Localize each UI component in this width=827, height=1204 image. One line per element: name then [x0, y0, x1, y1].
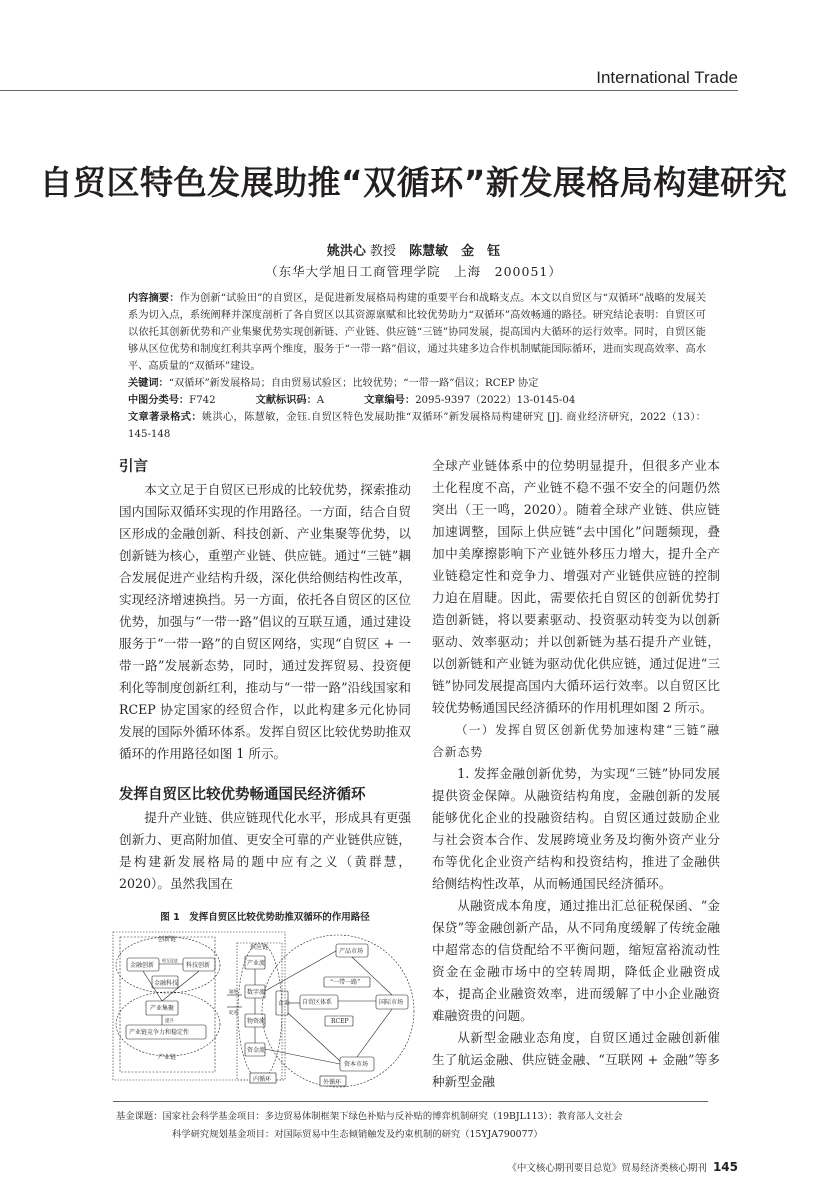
label-promote: 提升	[165, 1019, 174, 1024]
node-flow: 资金流	[247, 1047, 266, 1054]
paragraph: 1. 发挥金融创新优势，为实现“三链”协同发展提供资金保障。从融资结构角度，金融创新的发展能够优化企业的投融资结构。自贸区通过鼓励企业与社会资本合作、发展跨境业务及均衡外资产业分布等优化企业资产结构和投资结构，推进了金融供给侧结构性改革，从而畅通国民经济循环。	[432, 766, 720, 891]
label-radiate: 辐射	[229, 990, 238, 995]
paragraph: 从新型金融业态角度，自贸区通过金融创新催生了航运金融、供应链金融、“互联网 + 金融”等多种新型金融	[432, 1030, 720, 1089]
label-innovation-chain: 创新链	[158, 936, 177, 943]
paragraph: 本文立足于自贸区已形成的比较优势，探索推动国内国际双循环实现的作用路径。一方面，结合自贸区形成的金融创新、科技创新、产业集聚等优势，以创新链为核心，重塑产业链、供应链。通过“三链”耦合发展促进产业结构升级，深化供给侧结构性改革，实现经济增速换挡。另一方面，依托各自贸区的区位优势，加强与“一带一路”倡议的互联互通，通过建设服务于“一带一路”的自贸区网络，实现“自贸区 + 一带一路”发展新态势，同时，通过发挥贸易、投资便利化等制度创新红利，推动与“一带一路”沿线国家和 RCEP 协定国家的经贸合作，以此构建多元化协同发展的国际外循环体系。发挥自贸区比较优势助推双循环的作用路径如图 1 所示。	[119, 482, 411, 761]
label-inner-circulation: 内循环	[253, 1076, 272, 1083]
page-footer	[0, 1160, 738, 1174]
label-drive: 促进	[229, 1011, 238, 1016]
node-intl-market: 国际市场	[379, 999, 404, 1006]
paragraph: 从融资成本角度，通过推出汇总征税保函、“金保贷”等金融创新产品，从不同角度缓解了传统金融中超常态的信贷配给不平衡问题，缩短富裕流动性资金在金融市场中的空转周期，降低企业融资成本，提高企业融资效率，进而缓解了中小企业融资难融资贵的问题。	[432, 898, 720, 1023]
article-title: 自贸区特色发展助推“双循环”新发展格局构建研究	[39, 163, 788, 202]
page-body	[0, 290, 827, 1204]
section-heading: 发挥自贸区比较优势畅通国民经济循环	[119, 787, 366, 803]
journal-note: 《中文核心期刊要目总览》贸易经济类核心期刊	[507, 1163, 707, 1174]
funding-text: 国家社会科学基金项目：多边贸易体制框架下绿色补贴与反补贴的博弈机制研究（19BJL113）；教育部人文社会	[162, 1111, 623, 1122]
keywords-label: 关键词：	[128, 378, 169, 389]
running-header	[0, 60, 738, 91]
authors	[0, 240, 827, 259]
paragraph: 全球产业链体系中的位势明显提升，但很多产业本土化程度不高，产业链不稳不强不安全的问题仍然突出（王一鸣，2020）。随着全球产业链、供应链加速调整，国际上供应链“去中国化”问题频现，叠加中美摩擦影响下产业链外移压力增大，提升全产业链稳定性和竞争力、增强对产业链供应链的控制力迫在眉睫。因此，需要依托自贸区的创新优势打造创新链，将以要素驱动、投资驱动转变为以创新驱动、效率驱动；并以创新链为基石提升产业链，以创新链和产业链为驱动优化供应链，通过促进“三链”协同发展提高国内大循环运行效率。以自贸区比较优势畅通国民经济循环的作用机理如图 2 所示。	[432, 458, 720, 715]
citation: 姚洪心，陈慧敏，金钰.自贸区特色发展助推“双循环”新发展格局构建研究 [J]. 商业经济研究，2022（13）：145-148	[128, 412, 706, 440]
node-industrial-cluster: 产业集聚	[150, 1005, 175, 1012]
abstract-text: 作为创新“试验田”的自贸区，是促进新发展格局构建的重要平台和战略支点。本文以自贸区与“双循环”战略的发展关系为切入点，系统阐释并深度剖析了各自贸区以其资源禀赋和比较优势助力“双循环”高效畅通的路径。研究结论表明：自贸区可以依托其创新优势和产业集聚优势实现创新链、产业链、供应链“三链”协同发展，提高国内大循环的运行效率。同时，自贸区能够从区位优势和制度红利共享两个维度，服务于“一带一路”倡议，通过共建多边合作机制赋能国际循环，进而实现高效率、高水平、高质量的“双循环”建设。	[128, 293, 707, 372]
node-flow: 产业流	[247, 960, 266, 967]
label-mutual: 相互促进	[162, 958, 178, 963]
body-columns	[119, 455, 720, 1093]
author-title: 教授	[370, 244, 397, 259]
clc: F742	[189, 395, 216, 406]
paragraph: 提升产业链、供应链现代化水平，形成具有更强创新力、更高附加值、更安全可靠的产业链供应链，是构建新发展格局的题中应有之义（黄群慧，2020）。虽然我国在	[119, 810, 411, 891]
label-industry-chain: 产业链	[158, 1054, 177, 1061]
node-enterprise: 企业	[278, 1000, 291, 1007]
node-ftz-system: 自贸区体系	[302, 999, 333, 1006]
node-fintech: 金融科技	[154, 980, 179, 987]
author: 金 钰	[461, 244, 501, 259]
label-outer-circulation: 外循环	[323, 1079, 342, 1086]
right-column	[432, 455, 720, 1093]
clc-label: 中图分类号：	[128, 395, 190, 406]
figure-1-diagram	[110, 929, 415, 1089]
funding-label: 基金课题：	[116, 1111, 163, 1122]
node-bri: “一带一路”	[330, 979, 361, 986]
citation-label: 文章著录格式：	[128, 412, 202, 423]
left-column	[119, 455, 411, 1089]
label-supply-chain: 供应链	[250, 944, 269, 951]
page-number: 145	[712, 1160, 738, 1174]
node-finance-innovation: 金融创新	[130, 962, 155, 969]
node-rcep: RCEP	[331, 1018, 349, 1025]
node-flow: 物资流	[247, 1018, 266, 1025]
node-competitiveness: 产业链竞争力和稳定性	[129, 1029, 190, 1036]
author: 姚洪心	[326, 244, 366, 259]
abstract-label: 内容摘要：	[128, 293, 180, 304]
article-id-label: 文章编号：	[364, 395, 416, 406]
doc-code-label: 文献标识码：	[255, 395, 317, 406]
doc-code: A	[316, 395, 325, 406]
figure-caption: 图 1 发挥自贸区比较优势助推双循环的作用路径	[160, 912, 370, 923]
affiliation: （东华大学旭日工商管理学院 上海 200051）	[265, 264, 562, 279]
article-id: 2095-9397（2022）13-0145-04	[415, 395, 576, 406]
section-heading: 引言	[119, 459, 148, 475]
node-product-market: 产品市场	[339, 948, 364, 955]
node-tech-innovation: 科技创新	[186, 962, 211, 969]
funding-text: 科学研究规划基金项目：对国际贸易中生态倾销触发及约束机制的研究（15YJA790077）	[172, 1129, 543, 1140]
node-flow: 数字流	[247, 989, 266, 996]
footnote-divider	[113, 1101, 708, 1102]
keywords: “双循环”新发展格局；自由贸易试验区；比较优势；“一带一路”倡议；RCEP 协定	[168, 378, 539, 389]
subsection-heading: （一）发挥自贸区创新优势加速构建“三链”融合新态势	[432, 723, 720, 759]
section-name: International Trade	[596, 68, 738, 87]
abstract-block	[128, 290, 706, 443]
funding-note	[116, 1108, 736, 1144]
node-capital-market: 资本市场	[344, 1061, 369, 1068]
author: 陈慧敏	[409, 244, 449, 259]
